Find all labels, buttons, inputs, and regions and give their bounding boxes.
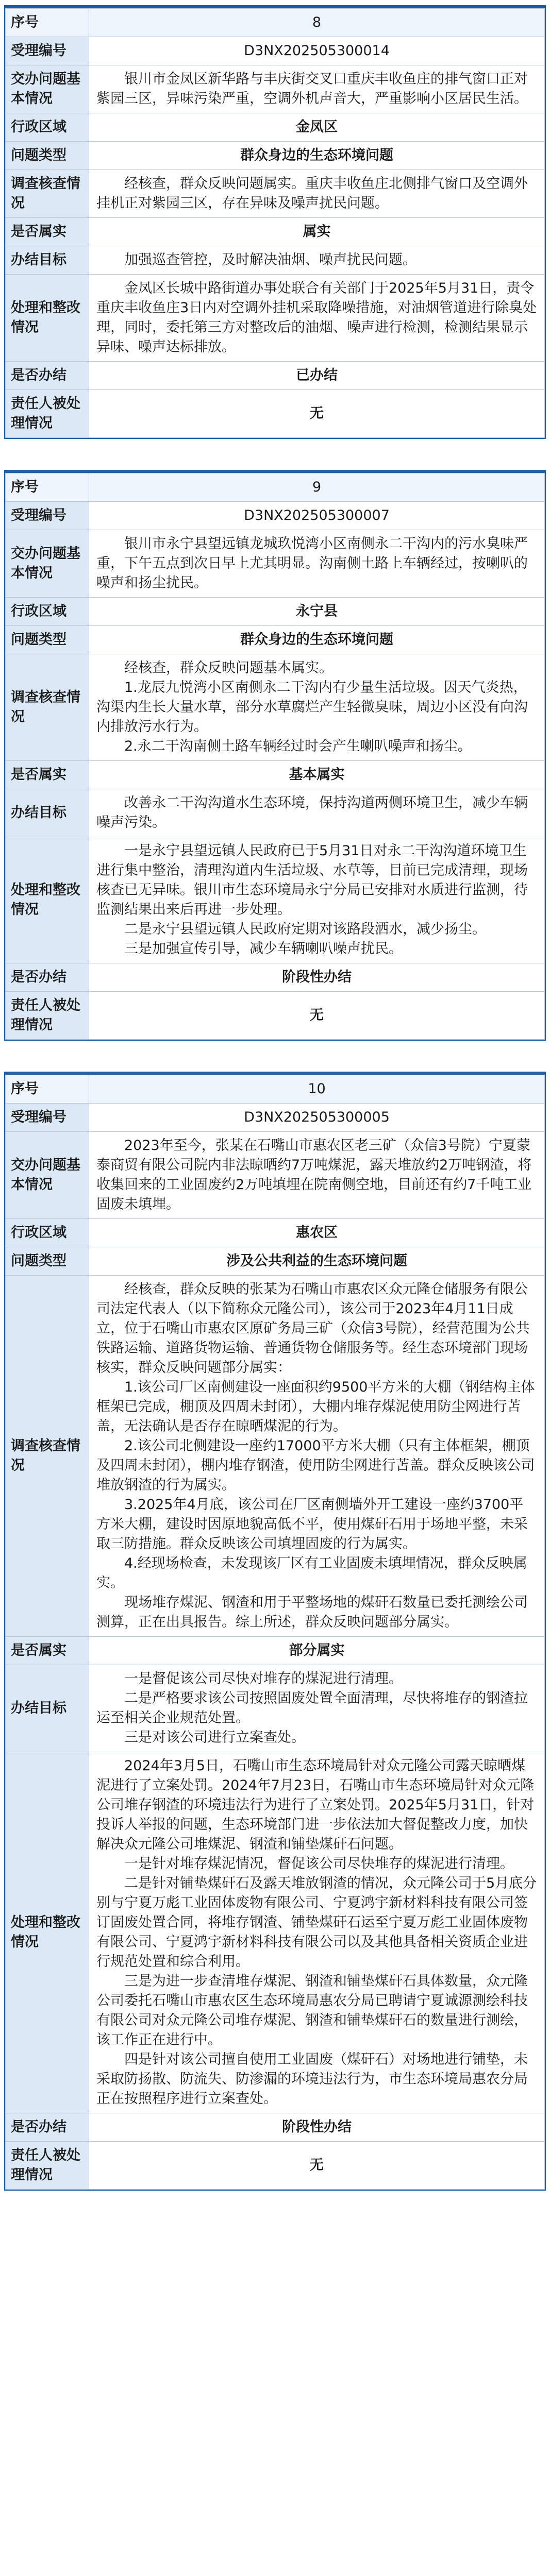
issue-type-label: 问题类型 [6,142,89,170]
serial-label: 序号 [6,1075,89,1104]
completed-label: 是否办结 [6,362,89,390]
region-value: 惠农区 [89,1219,545,1247]
issue-type-value: 涉及公共利益的生态环境问题 [89,1247,545,1276]
handling-label: 处理和整改情况 [6,275,89,362]
handling-para: 一是永宁县望远镇人民政府已于5月31日对永二干沟沟道环境卫生进行集中整治，清理沟道内生活垃圾、水草等，目前已完成清理，现场核查已无异味。银川市生态环境局永宁分局已安排对水质进行监测，待监测结果出来后再进一步处理。 [96,843,528,918]
investigation-para: 经核查，群众反映的张某为石嘴山市惠农区众元隆仓储服务有限公司法定代表人（以下简称众元隆公司），该公司于2023年4月11日成立，位于石嘴山市惠农区原矿务局三矿（众信3号院），经营范围为公共铁路运输、道路货物运输、普通货物仓储服务等。经生态环境部门现场核实，群众反映问题部分属实： [96,1281,530,1376]
handling-para: 三是为进一步查清堆存煤泥、钢渣和铺垫煤矸石具体数量，众元隆公司委托石嘴山市惠农区生态环境局惠农分局已聘请宁夏诚源测绘科技有限公司对众元隆公司堆存煤泥、钢渣和铺垫煤矸石的数量进行测绘，该工作正在进行中。 [96,1973,528,2048]
case-card-10 [4,1072,546,2191]
case-id-value: D3NX202505300005 [89,1104,545,1132]
serial-label: 序号 [6,473,89,502]
serial-value: 9 [89,473,545,502]
case-table [5,473,545,1040]
responsible-value: 无 [89,992,545,1040]
basic-info-label: 交办问题基本情况 [6,530,89,598]
responsible-label: 责任人被处理情况 [6,2142,89,2190]
handling-text: 金凤区长城中路街道办事处联合有关部门于2025年5月31日，责令重庆丰收鱼庄3日内对空调外挂机采取降噪措施，对油烟管道进行除臭处理，同时，委托第三方对整改后的油烟、噪声进行检测，检测结果显示异味、噪声达标排放。 [96,280,537,355]
case-table [5,8,545,438]
responsible-value: 无 [89,2142,545,2190]
issue-type-value: 群众身边的生态环境问题 [89,626,545,654]
case-id-label: 受理编号 [6,1104,89,1132]
goal-label: 办结目标 [6,789,89,837]
goal-para: 一是督促该公司尽快对堆存的煤泥进行清理。 [124,1671,403,1687]
investigation-para: 现场堆存煤泥、钢渣和用于平整场地的煤矸石数量已委托测绘公司测算，正在出具报告。综上所述，群众反映问题部分属实。 [96,1595,528,1630]
case-id-value: D3NX202505300014 [89,37,545,65]
investigation-label: 调查核查情况 [6,170,89,218]
investigation-para: 4.经现场检查，未发现该厂区有工业固废未填埋情况，群众反映属实。 [96,1555,527,1591]
investigation-text: 经核查，群众反映问题属实。重庆丰收鱼庄北侧排气窗口及空调外挂机正对紫园三区，存在异味及噪声扰民问题。 [96,176,528,211]
basic-info-text: 银川市金凤区新华路与丰庆街交叉口重庆丰收鱼庄的排气窗口正对紫园三区，异味污染严重，空调外机声音大，严重影响小区居民生活。 [96,71,528,107]
serial-value: 10 [89,1075,545,1104]
basic-info-text: 2023年至今，张某在石嘴山市惠农区老三矿（众信3号院）宁夏蒙泰商贸有限公司院内非法晾晒约7万吨煤泥，露天堆放约2万吨钢渣，将收集回来的工业固废约2万吨填埋在院南侧空地，目前还有约7千吨工业固废未填埋。 [96,1138,532,1212]
investigation-para: 1.龙辰九悦湾小区南侧永二干沟内有少量生活垃圾。因天气炎热，沟渠内生长大量水草，部分水草腐烂产生轻微臭味，周边小区没有向沟内排放污水行为。 [96,680,528,735]
case-id-label: 受理编号 [6,502,89,530]
region-value: 金凤区 [89,113,545,142]
handling-para: 一是针对堆存煤泥情况，督促该公司尽快堆存的煤泥进行清理。 [124,1856,514,1872]
handling-label: 处理和整改情况 [6,837,89,963]
verified-value: 属实 [89,218,545,246]
issue-type-label: 问题类型 [6,1247,89,1276]
handling-para: 二是永宁县望远镇人民政府定期对该路段洒水，减少扬尘。 [124,921,486,937]
verified-value: 部分属实 [89,1637,545,1665]
case-id-label: 受理编号 [6,37,89,65]
handling-para: 四是针对该公司擅自使用工业固废（煤矸石）对场地进行铺垫，未采取防扬散、防流失、防渗漏的环境违法行为，市生态环境局惠农分局正在按照程序进行立案查处。 [96,2052,528,2107]
spacer [0,439,550,470]
serial-label: 序号 [6,9,89,37]
issue-type-label: 问题类型 [6,626,89,654]
goal-para: 三是对该公司进行立案查处。 [124,1730,305,1745]
issue-type-value: 群众身边的生态环境问题 [89,142,545,170]
verified-label: 是否属实 [6,761,89,789]
completed-label: 是否办结 [6,963,89,992]
spacer [0,1041,550,1072]
completed-label: 是否办结 [6,2113,89,2142]
case-id-value: D3NX202505300007 [89,502,545,530]
completed-value: 已办结 [89,362,545,390]
handling-para: 三是加强宣传引导，减少车辆喇叭噪声扰民。 [124,941,403,957]
region-value: 永宁县 [89,598,545,626]
basic-info-label: 交办问题基本情况 [6,65,89,113]
investigation-label: 调查核查情况 [6,654,89,761]
verified-label: 是否属实 [6,218,89,246]
verified-label: 是否属实 [6,1637,89,1665]
investigation-para: 2.该公司北侧建设一座约17000平方米大棚（只有主体框架，棚顶及四周未封闭），棚内堆存钢渣，使用防尘网进行苫盖。群众反映该公司堆放钢渣的行为属实。 [96,1438,535,1493]
handling-para: 2024年3月5日，石嘴山市生态环境局针对众元隆公司露天晾晒煤泥进行了立案处罚。2024年7月23日，石嘴山市生态环境局针对众元隆公司堆存钢渣的环境违法行为进行了立案处罚。2025年5月31日，针对投诉人举报的问题，生态环境部门进一步依法加大督促整改力度，加快解决众元隆公司堆煤泥、钢渣和铺垫煤矸石问题。 [96,1758,535,1852]
case-card-9 [4,470,546,1041]
region-label: 行政区域 [6,598,89,626]
responsible-label: 责任人被处理情况 [6,390,89,438]
goal-label: 办结目标 [6,246,89,275]
investigation-para: 2.永二干沟南侧土路车辆经过时会产生喇叭噪声和扬尘。 [124,738,472,754]
serial-value: 8 [89,9,545,37]
completed-value: 阶段性办结 [89,2113,545,2142]
investigation-para: 1.该公司厂区南侧建设一座面积约9500平方米的大棚（钢结构主体框架已完成，棚顶及四周未封闭），大棚内堆存煤泥使用防尘网进行苫盖，无法确认是否存在晾晒煤泥的行为。 [96,1379,535,1434]
handling-label: 处理和整改情况 [6,1752,89,2113]
goal-label: 办结目标 [6,1665,89,1752]
completed-value: 阶段性办结 [89,963,545,992]
goal-para: 二是严格要求该公司按照固废处置全面清理，尽快将堆存的钢渣拉运至相关企业规范处置。 [96,1690,528,1726]
basic-info-label: 交办问题基本情况 [6,1132,89,1219]
region-label: 行政区域 [6,1219,89,1247]
responsible-label: 责任人被处理情况 [6,992,89,1040]
case-card-8 [4,5,546,439]
basic-info-text: 银川市永宁县望远镇龙城玖悦湾小区南侧永二干沟内的污水臭味严重，下午五点到次日早上尤其明显。沟南侧土路上车辆经过，按喇叭的噪声和扬尘扰民。 [96,536,528,591]
goal-text: 加强巡查管控，及时解决油烟、噪声扰民问题。 [124,252,416,268]
verified-value: 基本属实 [89,761,545,789]
responsible-value: 无 [89,390,545,438]
document-root [0,5,550,2191]
investigation-para: 经核查，群众反映问题基本属实。 [124,660,333,676]
region-label: 行政区域 [6,113,89,142]
goal-text: 改善永二干沟沟道水生态环境，保持沟道两侧环境卫生，减少车辆噪声污染。 [96,795,528,831]
investigation-label: 调查核查情况 [6,1276,89,1637]
investigation-para: 3.2025年4月底，该公司在厂区南侧墙外开工建设一座约3700平方米大棚，建设时因原地貌高低不平，使用煤矸石用于场地平整，未采取三防措施。群众反映该公司填埋固废的行为属实。 [96,1497,528,1552]
handling-para: 二是针对铺垫煤矸石及露天堆放钢渣的情况，众元隆公司于5月底分别与宁夏万彪工业固体废物有限公司、宁夏鸿宇新材料科技有限公司签订固废处置合同，将堆存钢渣、铺垫煤矸石运至宁夏万彪工业固体废物有限公司、宁夏鸿宇新材料科技有限公司以及其他具备相关资质企业进行规范处置和综合利用。 [96,1875,537,1970]
case-table [5,1075,545,2190]
